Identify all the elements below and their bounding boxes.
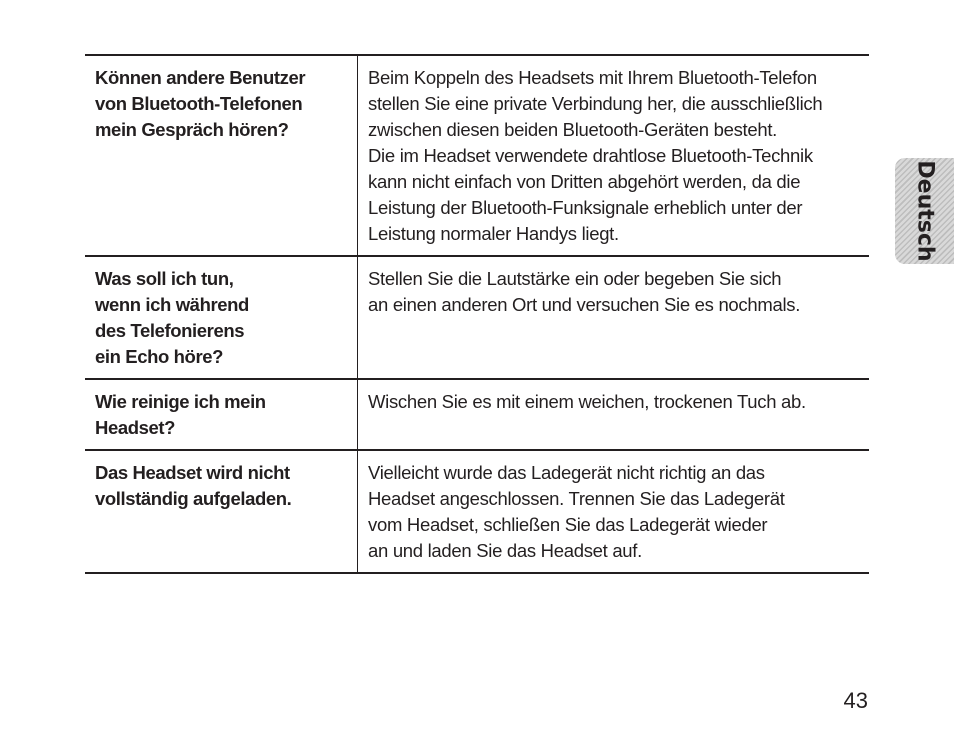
faq-question: Was soll ich tun, wenn ich während des Telefonierens ein Echo höre? xyxy=(95,268,249,367)
page-number: 43 xyxy=(843,688,868,713)
faq-row xyxy=(85,450,869,573)
faq-question: Können andere Benutzer von Bluetooth-Telefonen mein Gespräch hören? xyxy=(95,67,306,140)
faq-row xyxy=(85,55,869,256)
faq-question-cell xyxy=(85,379,358,450)
faq-answer: Stellen Sie die Lautstärke ein oder begeben Sie sich an einen anderen Ort und versuchen Sie es nochmals. xyxy=(368,268,801,315)
faq-question-cell xyxy=(85,55,358,256)
faq-question-cell xyxy=(85,450,358,573)
faq-answer-cell xyxy=(358,256,870,379)
faq-answer-cell xyxy=(358,55,870,256)
faq-row xyxy=(85,256,869,379)
faq-answer: Wischen Sie es mit einem weichen, trockenen Tuch ab. xyxy=(368,391,806,412)
language-side-tab xyxy=(895,158,954,264)
faq-answer: Beim Koppeln des Headsets mit Ihrem Bluetooth-Telefon stellen Sie eine private Verbindung her, die ausschließlich zwischen diesen beiden Bluetooth-Geräten besteht. Die im Headset verwendete drahtlose Bluetooth-Technik kann nicht einfach von Dritten abgehört werden, da die Leistung der Bluetooth-Funksignale erheblich unter der Leistung normaler Handys liegt. xyxy=(368,67,823,244)
faq-question: Das Headset wird nicht vollständig aufgeladen. xyxy=(95,462,292,509)
faq-answer-cell xyxy=(358,379,870,450)
faq-row xyxy=(85,379,869,450)
faq-answer-cell xyxy=(358,450,870,573)
faq-answer: Vielleicht wurde das Ladegerät nicht richtig an das Headset angeschlossen. Trennen Sie das Ladegerät vom Headset, schließen Sie das Ladegerät wieder an und laden Sie das Headset auf. xyxy=(368,462,785,561)
language-tab-label: Deutsch xyxy=(912,160,937,262)
faq-question: Wie reinige ich mein Headset? xyxy=(95,391,266,438)
faq-table xyxy=(85,54,869,574)
faq-question-cell xyxy=(85,256,358,379)
